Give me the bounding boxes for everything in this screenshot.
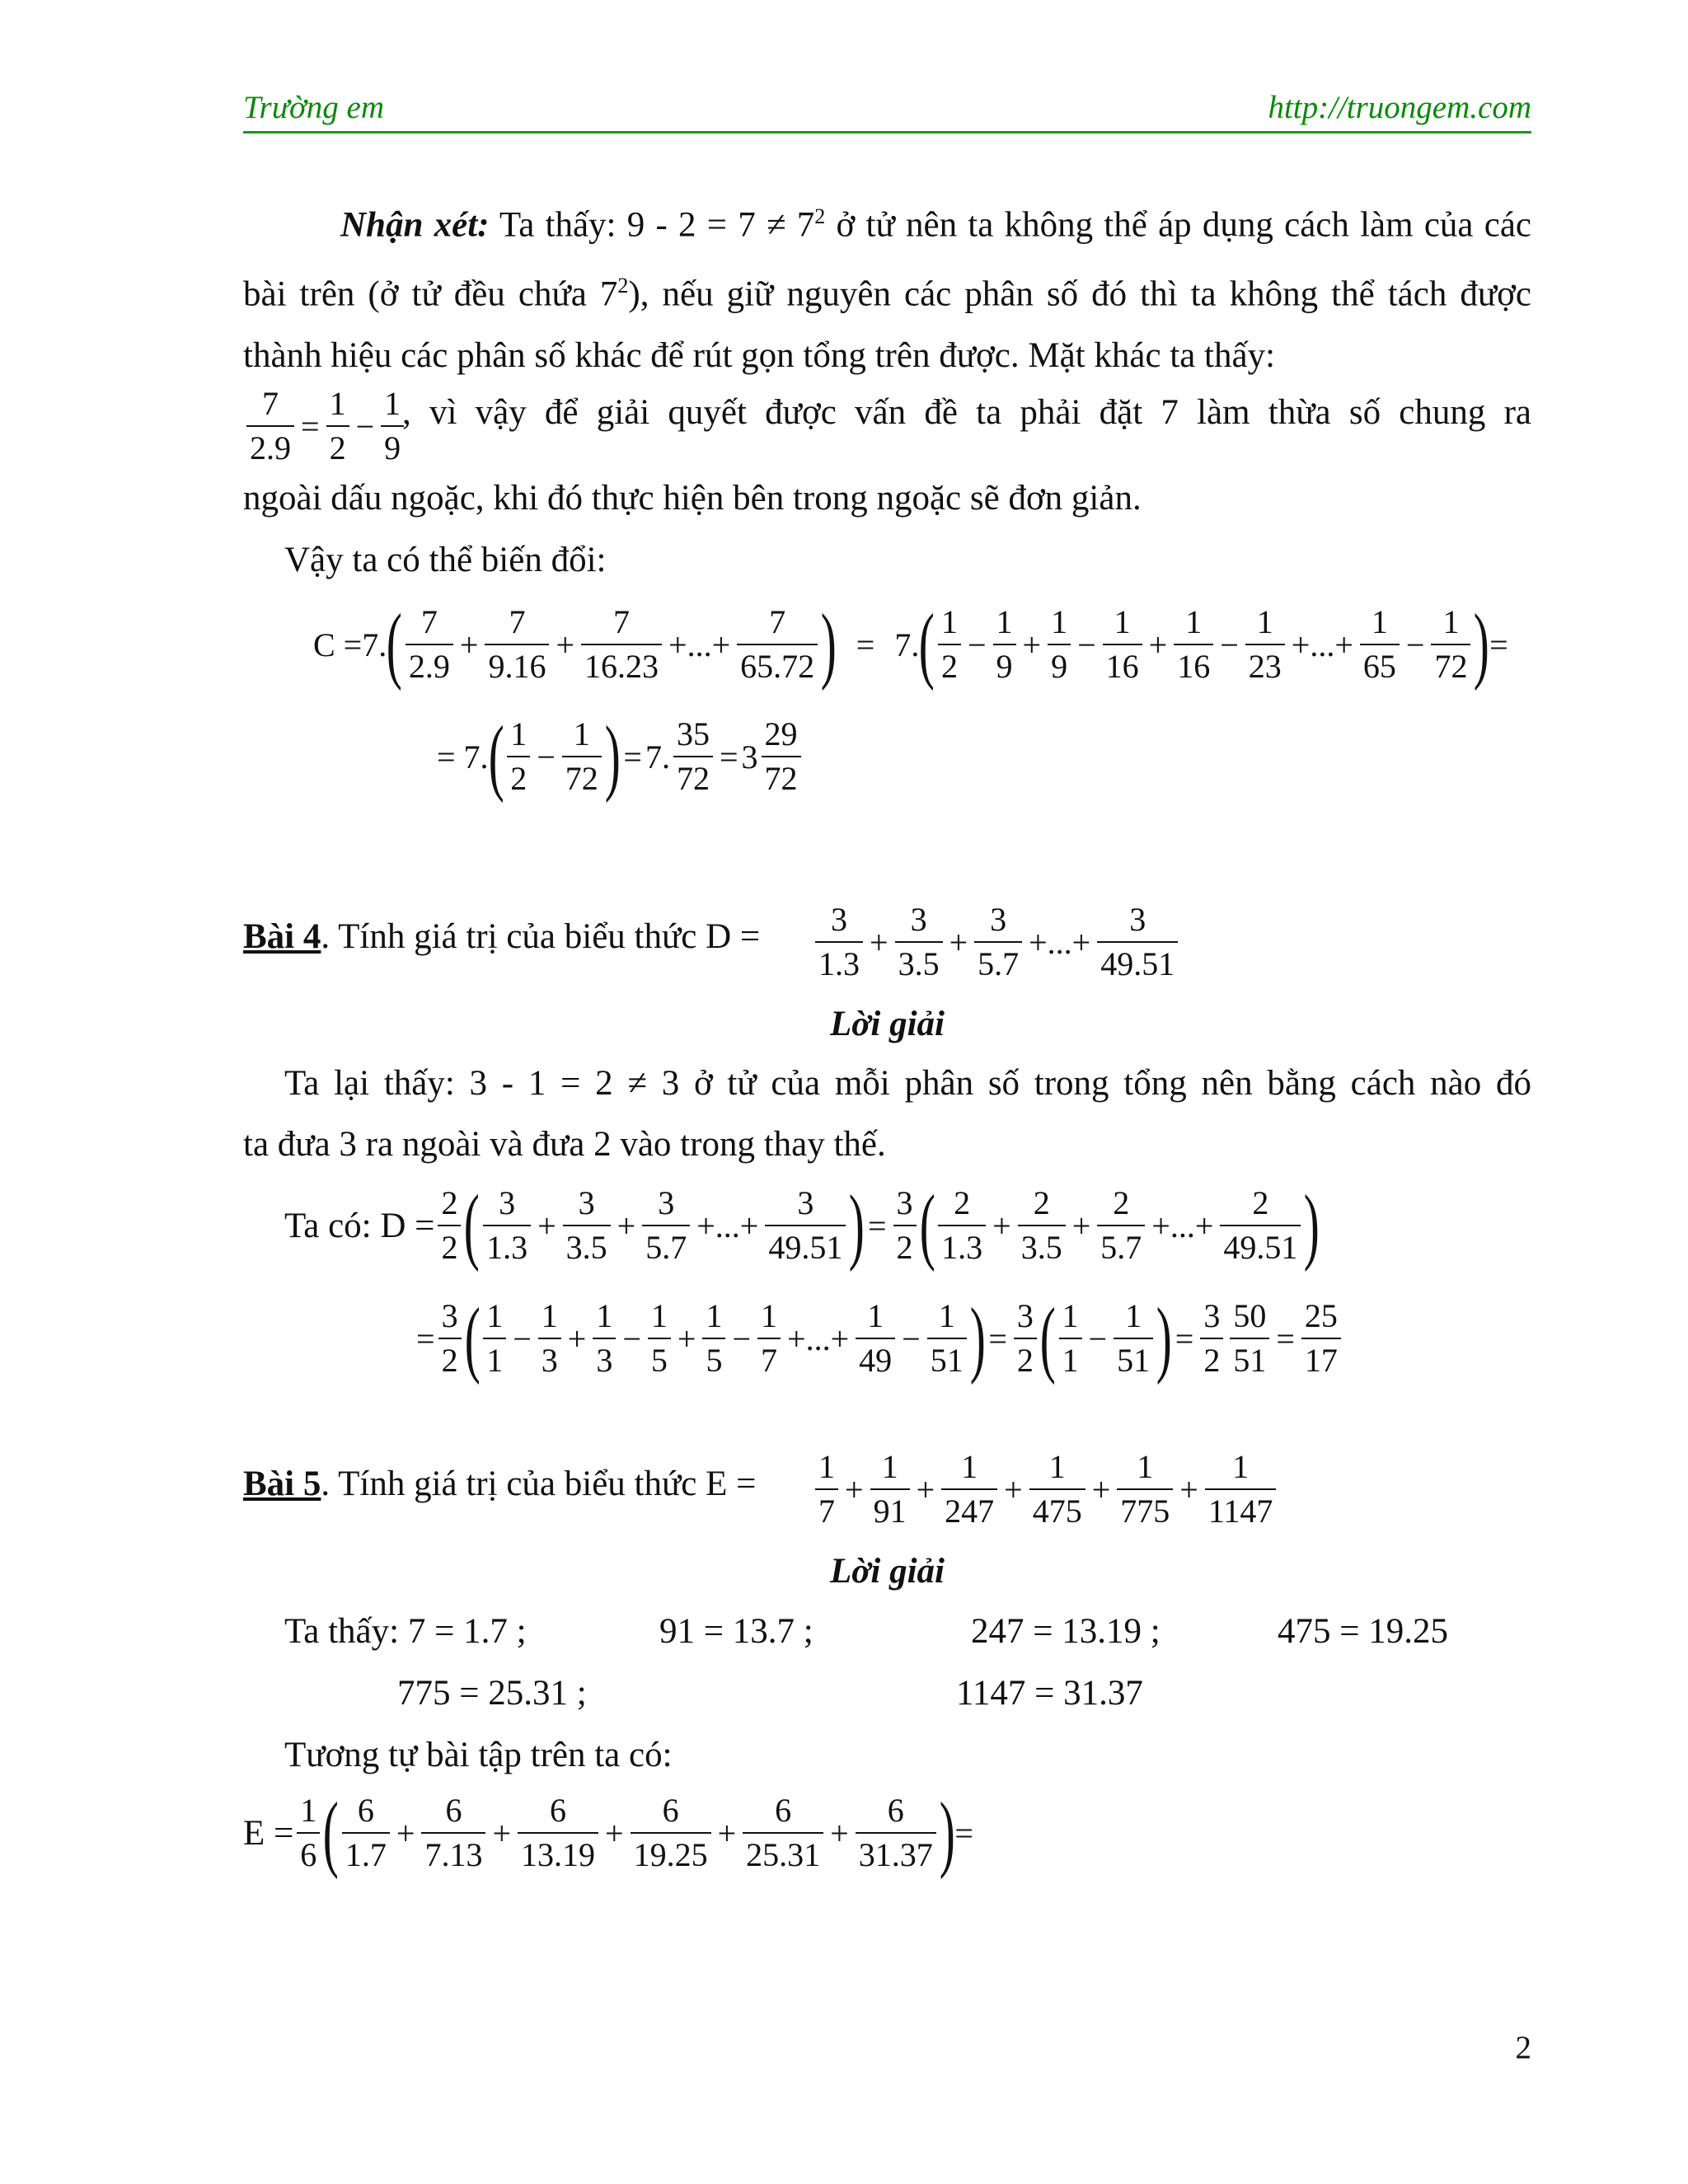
bai-4-solution-line2: = $\frac{3}{2}$ ( 1 1 − $\frac{1}{3}$ + $\frac{1}{3}$ − $\frac{1}{5}$ + $\frac{1}{5}$ − $\frac{1}{7}$ +...+ $\frac{1}{49}$ − $\frac{1}{51}$ ) = $\frac{3}{2}$ ( 1 1 − $\frac{1}{51}$ ) = $\frac{3}{2}$ $\frac{50}{51}$ = $\frac{25}{17}$ xyxy=(416,1296,1344,1381)
bai-4-heading: Bài 4. Tính giá trị của biểu thức D = xyxy=(243,917,761,956)
factor-3: 247 = 13.19 ; xyxy=(971,1612,1160,1651)
nhan-xet-line-5: ngoài dấu ngoặc, khi đó thực hiện bên trong ngoặc sẽ đơn giản. xyxy=(243,479,1142,518)
nhan-xet-line-4: , vì vậy để giải quyết được vấn đề ta phải đặt 7 làm thừa số chung ra xyxy=(402,393,1531,432)
bai-5-expression: 1 7 + $\frac{1}{91}$ + $\frac{1}{247}$ + $\frac{1}{475}$ + $\frac{1}{775}$ + $\frac{1}{1147}$ xyxy=(812,1449,1279,1530)
bai-4-explain-1: Ta lại thấy: 3 - 1 = 2 ≠ 3 ở tử của mỗi phân số trong tổng nên bằng cách nào đó xyxy=(284,1064,1531,1103)
factor-4: 475 = 19.25 xyxy=(1278,1612,1449,1651)
header-site-name: Trường em xyxy=(243,90,385,125)
bai-5-heading: Bài 5. Tính giá trị của biểu thức E = xyxy=(243,1465,757,1503)
header-divider xyxy=(243,131,1531,134)
formula-c-line1: C =7. ( 7 2.9 + $\frac{7}{9.16}$ + $\frac{7}{16.23}$ +...+ $\frac{7}{65.72}$ ) = 7. ( 1 2 − $\frac{1}{9}$ + $\frac{1}{9}$ − $\frac{1}{16}$ + $\frac{1}{16}$ − $\frac{1}{23}$ +...+ $\frac{1}{65}$ − $\frac{1}{72}$ ) = xyxy=(313,597,1508,691)
bai-5-label: Bài 5 xyxy=(243,1465,321,1503)
nhan-xet-label: Nhận xét: xyxy=(340,205,490,245)
bai-4-expression: 3 1.3 + $\frac{3}{3.5}$ + $\frac{3}{5.7}$ +...+ $\frac{3}{49.51}$ xyxy=(812,902,1181,982)
factor-1: Ta thấy: 7 = 1.7 ; xyxy=(284,1612,527,1651)
bai-4-loi-giai: Lời giải xyxy=(830,1005,945,1043)
factor-6: 1147 = 31.37 xyxy=(956,1674,1143,1713)
bai-4-label: Bài 4 xyxy=(243,917,321,956)
factor-5: 775 = 25.31 ; xyxy=(397,1674,587,1713)
formula-c-line2: = 7. ( 1 2 − $\frac{1}{72}$ ) = 7. $\frac{35}{72}$ = 3 29 72 xyxy=(437,714,804,799)
nhan-xet-paragraph: Nhận xét: Ta thấy: $9 - 2 = 7 \ne 7^2$ ở tử nên ta không thể áp dụng cách làm của các bài trên (ở tử đều chứa $7^2$), nếu giữ nguyên các phân số đó thì ta không thể tách được thành hiệu các phân số khác để rút gọn tổng trên được. Mặt khác ta thấy: xyxy=(243,204,1531,375)
bai-4-solution-line1: Ta có: D = $\frac{2}{2}$ ( 3 1.3 + $\frac{3}{3.5}$ + $\frac{3}{5.7}$ +...+ $\frac{3}{49.51}$ ) = $\frac{3}{2}$ ( 2 1.3 + $\frac{2}{3.5}$ + $\frac{2}{5.7}$ +...+ $\frac{2}{49.51}$ ) xyxy=(284,1178,1320,1272)
bai-4-explain-2: ta đưa 3 ra ngoài và đưa 2 vào trong thay thế. xyxy=(243,1125,886,1164)
bai-5-similar: Tương tự bài tập trên ta có: xyxy=(284,1736,673,1774)
bai-5-loi-giai: Lời giải xyxy=(830,1552,945,1591)
page-number: 2 xyxy=(1515,2030,1531,2065)
bai-5-solution: E = $\frac{1}{6}$ ( 6 1.7 + $\frac{6}{7.13}$ + $\frac{6}{13.19}$ + $\frac{6}{19.25}$ + $\frac{6}{25.31}$ + $\frac{6}{31.37}$ ) = xyxy=(243,1785,973,1880)
header-site-url[interactable]: http://truongem.com xyxy=(1268,90,1531,125)
factor-2: 91 = 13.7 ; xyxy=(659,1612,814,1651)
fraction-identity: $\frac{7}{2.9}$ = $\frac{1}{2}$ − $\frac{1}{9}$ xyxy=(243,386,407,466)
nhan-xet-line-6: Vậy ta có thể biến đổi: xyxy=(284,541,607,579)
